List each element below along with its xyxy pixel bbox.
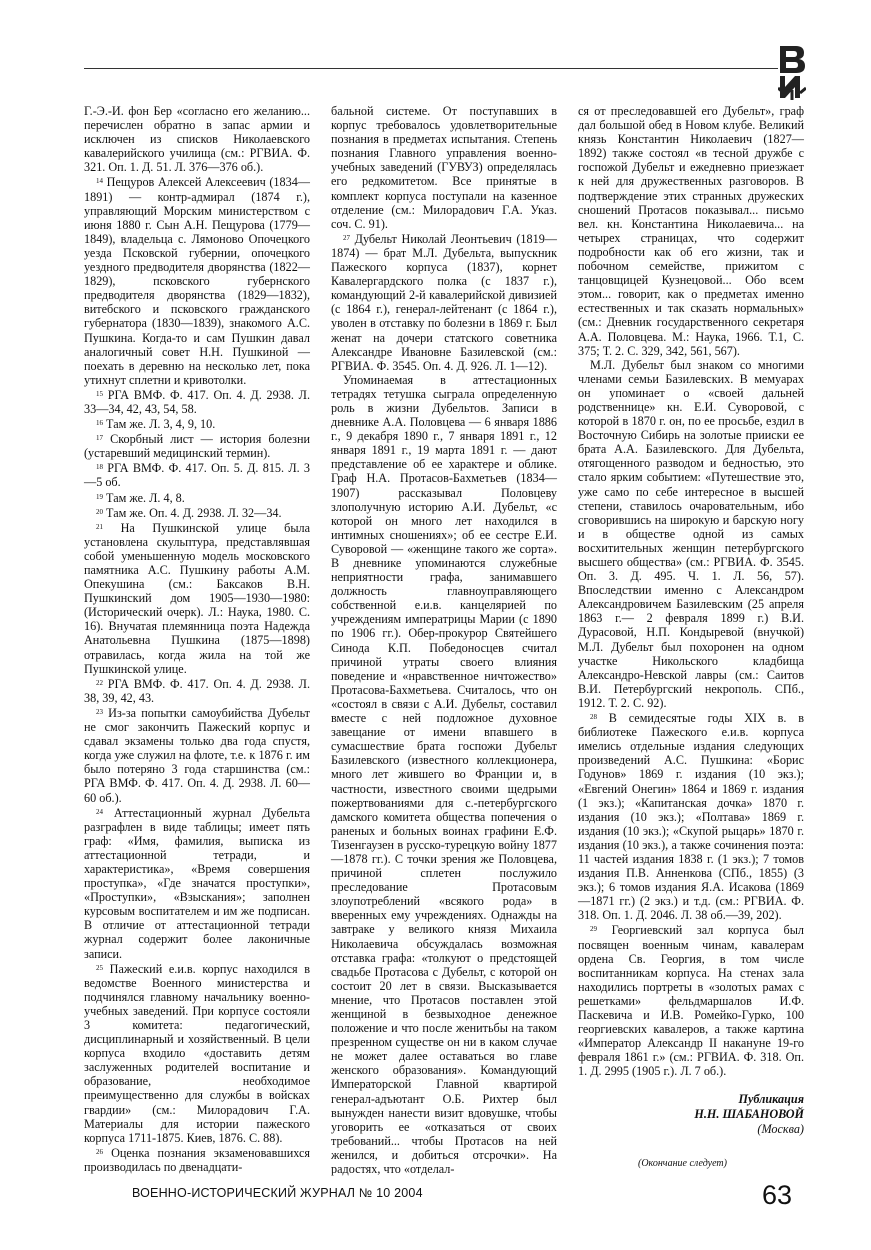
footnote: $^{16}$ Там же. Л. 3, 4, 9, 10.: [96, 417, 216, 432]
footnote: $^{17}$ Скорбный лист — история болезни (устаревший медицинский термин).: [84, 432, 311, 461]
paragraph: ся от преследовавшей его Дубельт», граф дал большой обед в Новом клубе. Великий князь Константин Николаевич (1827—1892) также состоял «в тесной дружбе с госпожой Дубельт и ежедневно приезжает к ней для дружественных разговоров. В подтверждение этих странных дружеских сношений Протасов показывал... письмо вел. кн. Константина Николаевича... на четырех страницах, что содержит подробности как об его жизни, так и побочном семействе, прижитом с танцовщицей Кузнецовой... Обо всем этом... говорит, как о предметах именно естественных и так сказать нормальных» (см.: Дневник государственного секретаря А.А. Половцева. М.: Наука, 1966. Т.1, С. 375; Т. 2. С. 329, 342, 561, 567).: [578, 104, 804, 358]
journal-footer: ВОЕННО-ИСТОРИЧЕСКИЙ ЖУРНАЛ № 10 2004: [132, 1186, 423, 1200]
publication-label: Публикация: [738, 1092, 804, 1107]
page-number: 63: [762, 1180, 793, 1210]
footnote: $^{22}$ РГА ВМФ. Ф. 417. Оп. 4. Д. 2938. Л. 38, 39, 42, 43.: [84, 676, 310, 705]
footnote: $^{28}$ В семидесятые годы XIX в. в библиотеке Пажеского е.и.в. корпуса имелись отдельные издания следующих произведений А.С. Пушкина: «Борис Годунов» 1869 г. издания (10 экз.); «Евгений Онегин» 1864 и 1869 г. издания (1 экз.); «Капитанская дочка» 1870 г. издания (10 экз.); «Полтава» 1869 г. издания (10 экз.); «Скупой рыцарь» 1870 г. издания (10 экз.), а также сочинения поэта: 11 частей издания 1838 г. (1 экз.); 7 томов издания П.В. Анненкова (СПб., 1855) (3 экз.); 6 томов издания Я.А. Исакова (1869—1871 гг.) (2 экз.) и т.д. (см.: РГВИА. Ф. 318. Оп. 1. Д. 2046. Л. 38 об.—39, 202).: [578, 711, 804, 923]
paragraph: М.Л. Дубельт был знаком со многими членами семьи Базилевских. В мемуарах он упоминает о «своей дальней родственнице» кн. Е.И. Суворовой, с которой в 1870 г. он, по ее просьбе, ездил в Восточную Сибирь на золотые прииски ее брата А.А. Базилевского. Для Дубельта, отягощенного разводом и бедностью, это стало ярким событием: «Путешествие это, уже само по себе интересное в высшей степени, ставилось очаровательным, ибо сговорившись на широкую и барскую ногу и в обществе одной из самых восхитительных женщин петербургского высшего общества» (см.: РГВИА. Ф. 3545. Оп. 3. Д. 495. Ч. 1. Л. 56, 57). Впоследствии именно с Александром Александровичем Базилевским (25 апреля 1863 г.— 2 февраля 1899 г.) В.И. Дурасовой, Н.П. Кондыревой (внучкой) М.Л. Дубельт был похоронен на одном участке Никольского кладбища Александро-Невской лавры (см.: Саитов В.И. Петербургский некрополь. СПб., 1912. Т. 2. С. 92).: [578, 357, 804, 710]
footnote: $^{29}$ Георгиевский зал корпуса был посвящен военным чинам, кавалерам ордена Св. Георгия, в том числе воспитанникам корпуса. На стенах зала находились портреты в «золотых рамах с решетками» фельдмаршалов И.Ф. Паскевича и И.В. Ромейко-Гурко, 100 георгиевских кавалеров, а также картина «Император Александр II накануне 19-го февраля 1861 г.» (см.: РГВИА. Ф. 318. Оп. 1. Д. 2995 (1905 г.). Л. 7 об.).: [578, 923, 804, 1079]
footnote: $^{14}$ Пещуров Алексей Алексеевич (1834—1891) — контр-адмирал (1874 г.), управляющий Морским министерством с июня 1880 г. Сын А.Н. Пещурова (1779—1849), владельца с. Лямоново Опочецкого уезда Псковской губернии, опочецкого уездного предводителя дворянства (1822—1829), псковского губернского предводителя дворянства (1829—1832), витебского и псковского гражданского губернатора (1830—1839), знакомого А.С. Пушкина. Когда-то и сам Пушкин давал аналогичный совет Н.Н. Пушкиной — поехать в деревню на несколько лет, пока утихнут сплетни и кривотолки.: [84, 175, 310, 387]
publication-city: (Москва): [757, 1122, 804, 1137]
footnote: $^{27}$ Дубельт Николай Леонтьевич (1819—1874) — брат М.Л. Дубельта, выпускник Пажеского корпуса (1837), корнет Кавалергардского полка (с 1837 г.), командующий 2-й кавалерийской дивизией (с 1864 г.), генерал-лейтенант (с 1864 г.), уволен в отставку по болезни в 1869 г. Был женат на дочери статского советника Александре Ивановне Базилевской (см.: РГВИА. Ф. 3545. Оп. 4. Д. 926. Л. 1—12).: [331, 231, 557, 373]
vizh-logo-icon: [778, 44, 806, 100]
footnote: $^{19}$ Там же. Л. 4, 8.: [96, 490, 185, 505]
footnote: $^{26}$ Оценка познания экзаменовавшихся производилась по двенадцати-: [84, 1145, 311, 1174]
text-column-1: [84, 104, 310, 1174]
continued-note: (Окончание следует): [638, 1158, 727, 1169]
paragraph: Упоминаемая в аттестационных тетрадях тетушка сыграла определенную роль в жизни Дубельтов. Записи в дневнике А.А. Половцева — 6 января 1886 г., 9 декабря 1890 г., 7 января 1891 г., 12 января 1891 г., 19 марта 1891 г. — дают представление об ее характере и облике. Граф Н.А. Протасов-Бахметьев (1834—1907) рассказывал Половцеву злополучную историю А.И. Дубельт, «с которой он много лет находился в интимных сношениях»; об ее сестре Е.И. Суворовой — «женщине такого же сорта». В дневнике упоминаются служебные неприятности графа, занимавшего должность главноуправляющего собственной е.и.в. канцелярией по учреждениям императрицы Марии (с 1890 по 1906 гг.). Обер-прокурор Святейшего Синода К.П. Победоносцев считал причиной утраты своего влияния поведение и «нравственное ничтожество» Протасова-Бахметьева. Считалось, что он «состоял в связи с А.И. Дубельт, составил вместе с ней подложное духовное завещание от имени впавшего в сумасшествие брата госпожи Дубельт Базилевского (известного коллекционера, много лет жившего во Франции и, в частности, известного своими щедрыми пожертвованиями для с.-петербургского дамского комитета общества попечения о раненых и больных воинах графини Е.Ф. Тизенгаузен в русско-турецкую войну 1877—1878 гг.). С точки зрения же Половцева, причиной сплетен послужило преследование Протасовым злоупотреблений «всякого рода» в вверенных ему учреждениях. Однажды на завтраке у великого князя Михаила Николаевича обсуждалась возможная отставка графа: «толкуют о предстоящей свадьбе Протасова с Дубельт, с которой он состоит 20 лет в связи. Высказывается мнение, что Протасов поставлен этой женщиной в безвыходное денежное положение и что после женитьбы на таком презренном существе он ни в каком случае не может далее оставаться во главе женского образования». Командующий Императорской Главной квартирой генерал-адъютант О.Б. Рихтер был вынужден нанести визит вдовушке, чтобы уговорить ее «отказаться от своих требований... чтобы Протасов на ней женился, и добиться отсрочки». На радостях, что «отделал-: [331, 372, 557, 1177]
text-column-3: [578, 104, 804, 1137]
footnote: $^{20}$ Там же. Оп. 4. Д. 2938. Л. 32—34.: [96, 505, 282, 520]
footnote: $^{18}$ РГА ВМФ. Ф. 417. Оп. 5. Д. 815. Л. 3—5 об.: [84, 461, 311, 490]
publication-credit: [578, 1092, 804, 1137]
paragraph: Г.-Э.-И. фон Бер «согласно его желанию... перечислен обратно в запас армии и исключен из списков Николаевского кавалерийского училища (см.: РГВИА. Ф. 321. Оп. 1. Д. 51. Л. 376—376 об.).: [84, 104, 310, 175]
text-column-2: [331, 104, 557, 1176]
footnote: $^{15}$ РГА ВМФ. Ф. 417. Оп. 4. Д. 2938. Л. 33—34, 42, 43, 54, 58.: [84, 387, 310, 416]
footnote: $^{23}$ Из-за попытки самоубийства Дубельт не смог закончить Пажеский корпус и сдавал экзамены только два года спустя, когда уже служил на флоте, т.е. к 1876 г. им было потеряно 3 года старшинства (см.: РГА ВМФ. Ф. 417. Оп. 4. Д. 2938. Л. 60—60 об.).: [84, 705, 311, 805]
footnote: $^{25}$ Пажеский е.и.в. корпус находился в ведомстве Военного министерства и подчинялся главному начальнику военно-учебных заведений. При корпусе состояли 3 комитета: педагогический, дисциплинарный и хозяйственный. В цели корпуса входило «доставить детям заслуженных родителей воспитание и образование, необходимое преимущественно для службы в войсках гвардии» (см.: Милорадович Г.А. Материалы для истории пажеского корпуса 1711-1875. Киев, 1876. С. 88).: [84, 961, 311, 1145]
header-rule: [84, 68, 778, 69]
footnote: $^{24}$ Аттестационный журнал Дубельта разграфлен в виде таблицы; имеет пять граф: «Имя, фамилия, выписка из аттестационной тетради, и характеристика», «Время совершения проступка», «Где значатся проступки», «Проступки», «Взыскания»; заполнен курсовым воспитателем и им же подписан. В отличие от аттестационной тетради журнал содержит более лаконичные записи.: [84, 805, 310, 961]
publication-author: Н.Н. ШАБАНОВОЙ: [694, 1107, 804, 1122]
paragraph: бальной системе. От поступавших в корпус требовалось удовлетворительные познания в предметах испытания. Степень познания Главного управления военно-учебных заведений (ГУВУЗ) определялась его редкомитетом. Все принятые в комплект корпуса поступали на казенное отделение (см.: Милорадович Г.А. Указ. соч. С. 91).: [331, 104, 557, 231]
footnote: $^{21}$ На Пушкинской улице была установлена скульптура, представлявшая собой уменьшенную модель московского памятника А.С. Пушкину работы А.М. Опекушина (см.: Баксаков В.Н. Пушкинский дом 1905—1930—1980: (Исторический очерк). Л.: Наука, 1980. С. 16). Внучатая племянница поэта Надежда Анатольевна Пушкина (1875—1898) отравилась, когда жила на той же Пушкинской улице.: [84, 520, 310, 676]
